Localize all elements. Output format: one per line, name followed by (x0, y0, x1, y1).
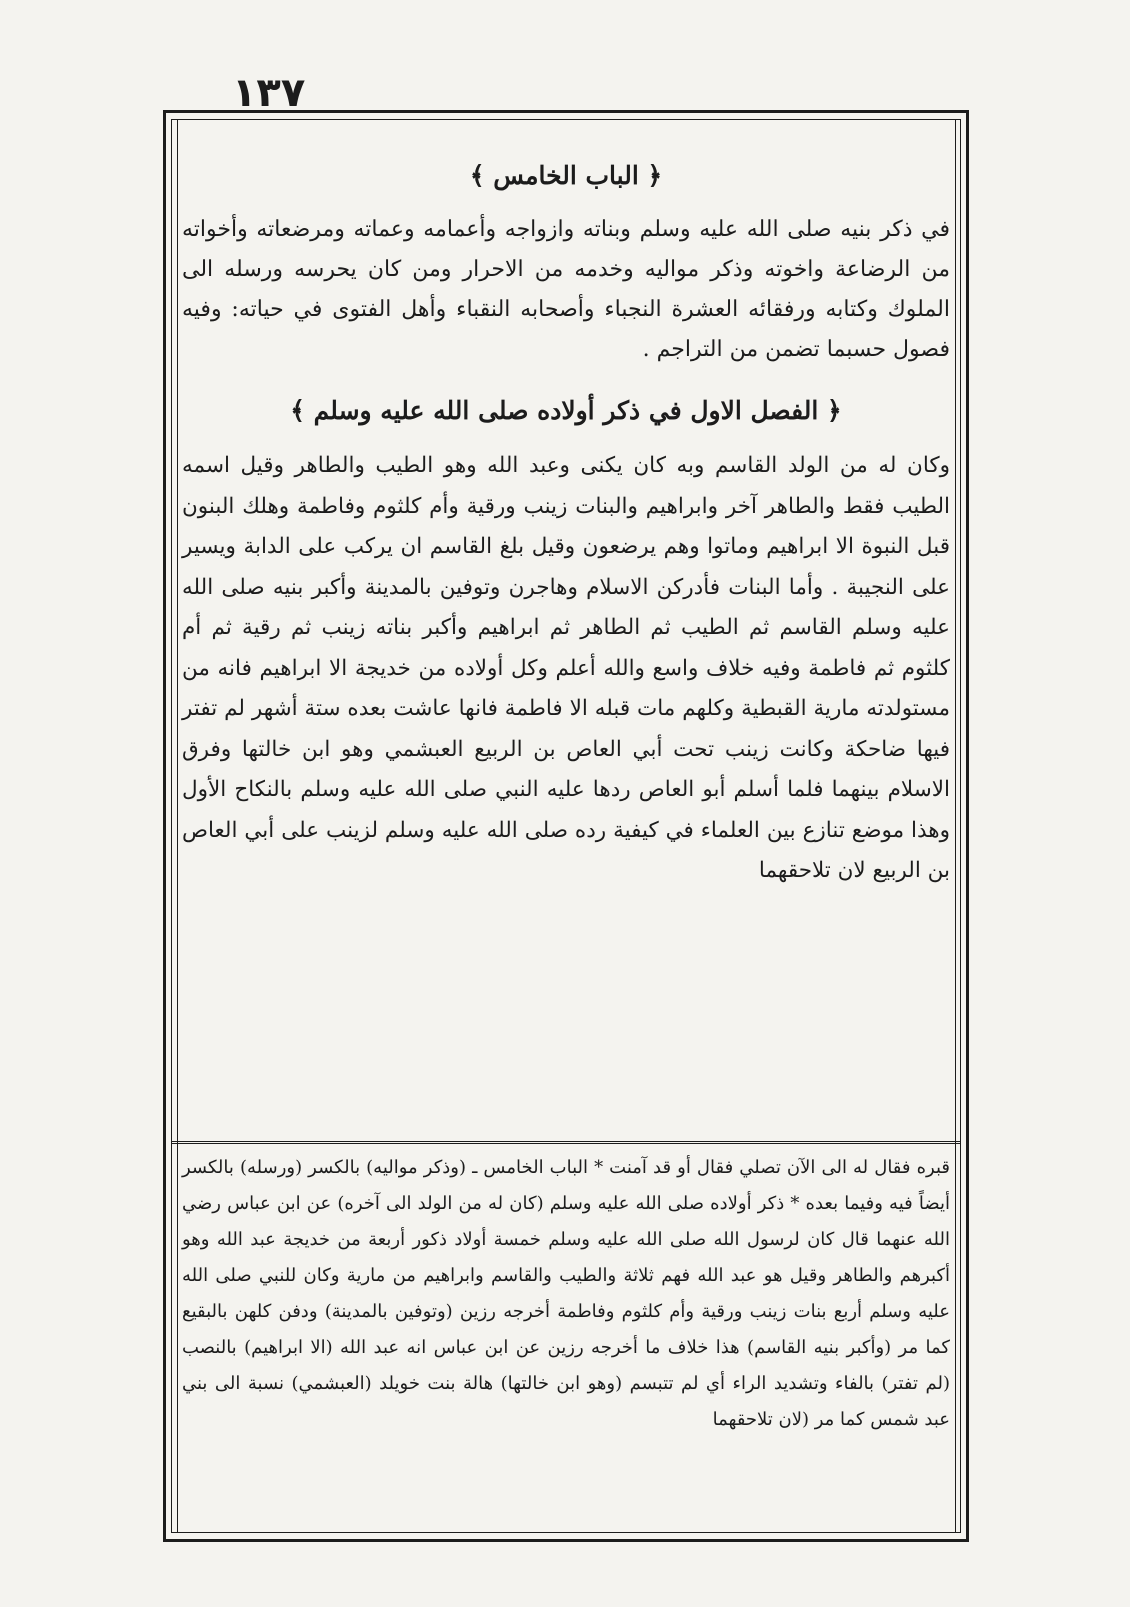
frame-rule-left (177, 119, 178, 1533)
footnotes-block (182, 1150, 950, 1525)
chapter-intro: في ذكر بنيه صلى الله عليه وسلم وبناته وازواجه وأعمامه وعماته ومرضعاته وأخواته من الرضاعة واخوته وذكر مواليه وخدمه من الاحرار ومن كان يحرسه ورسله الى الملوك وكتابه ورفقائه العشرة النجباء وأصحابه النقباء وأهل الفتوى في حياته: وفيه فصول حسبما تضمن من التراجم . (182, 217, 950, 362)
page-number: ١٣٧ (232, 70, 306, 116)
frame-rule-right (955, 119, 956, 1533)
chapter-heading: ﴿ الباب الخامس ﴾ (469, 161, 663, 190)
section-body: وكان له من الولد القاسم وبه كان يكنى وعبد الله وهو الطيب والطاهر وقيل اسمه الطيب فقط والطاهر آخر وابراهيم والبنات زينب ورقية وأم كلثوم وفاطمة وهلك البنون قبل النبوة الا ابراهيم وماتوا وهم يرضعون وقيل بلغ القاسم ان يركب على الدابة ويسير على النجيبة . وأما البنات فأدركن الاسلام وهاجرن وتوفين بالمدينة وأكبر بنيه صلى الله عليه وسلم القاسم ثم الطيب ثم الطاهر ثم ابراهيم وأكبر بناته زينب ثم رقية ثم أم كلثوم ثم فاطمة وفيه خلاف واسع والله أعلم وكل أولاده من خديجة الا ابراهيم فانه من مستولدته مارية القبطية وكلهم مات قبله الا فاطمة فانها عاشت بعده ستة أشهر لم تفتر فيها ضاحكة وكانت زينب تحت أبي العاص بن الربيع العبشمي وهو ابن خالتها وفرق الاسلام بينهما فلما أسلم أبو العاص ردها عليه النبي صلى الله عليه وسلم بالنكاح الأول وهذا موضع تنازع بين العلماء في كيفية رده صلى الله عليه وسلم لزينب على أبي العاص بن الربيع لان تلاحقهما (182, 453, 950, 883)
footnotes-text: قبره فقال له الى الآن تصلي فقال أو قد آمنت * الباب الخامس ـ (وذكر مواليه) بالكسر (ورسله) بالكسر أيضاً فيه وفيما بعده * ذكر أولاده صلى الله عليه وسلم (كان له من الولد الى آخره) عن ابن عباس رضي الله عنهما قال كان لرسول الله صلى الله عليه وسلم خمسة أولاد ذكور أربعة من خديجة عبد الله وهو أكبرهم والطاهر وقيل هو عبد الله فهم ثلاثة والطيب والقاسم وابراهيم من مارية وكان للنبي صلى الله عليه وسلم أربع بنات زينب ورقية وأم كلثوم وفاطمة أخرجه رزين (وتوفين بالمدينة) ودفن كلهن بالبقيع كما مر (وأكبر بنيه القاسم) هذا خلاف ما أخرجه رزين عن ابن عباس انه عبد الله (الا ابراهيم) بالنصب (لم تفتر) بالفاء وتشديد الراء أي لم تتبسم (وهو ابن خالتها) هالة بنت خويلد (العبشمي) نسبة الى بني عبد شمس كما مر (لان تلاحقهما (182, 1157, 950, 1430)
main-text-block (182, 150, 950, 1130)
section-heading: ﴿ الفصل الاول في ذكر أولاده صلى الله عليه وسلم ﴾ (290, 396, 842, 425)
footnote-divider (171, 1141, 961, 1144)
